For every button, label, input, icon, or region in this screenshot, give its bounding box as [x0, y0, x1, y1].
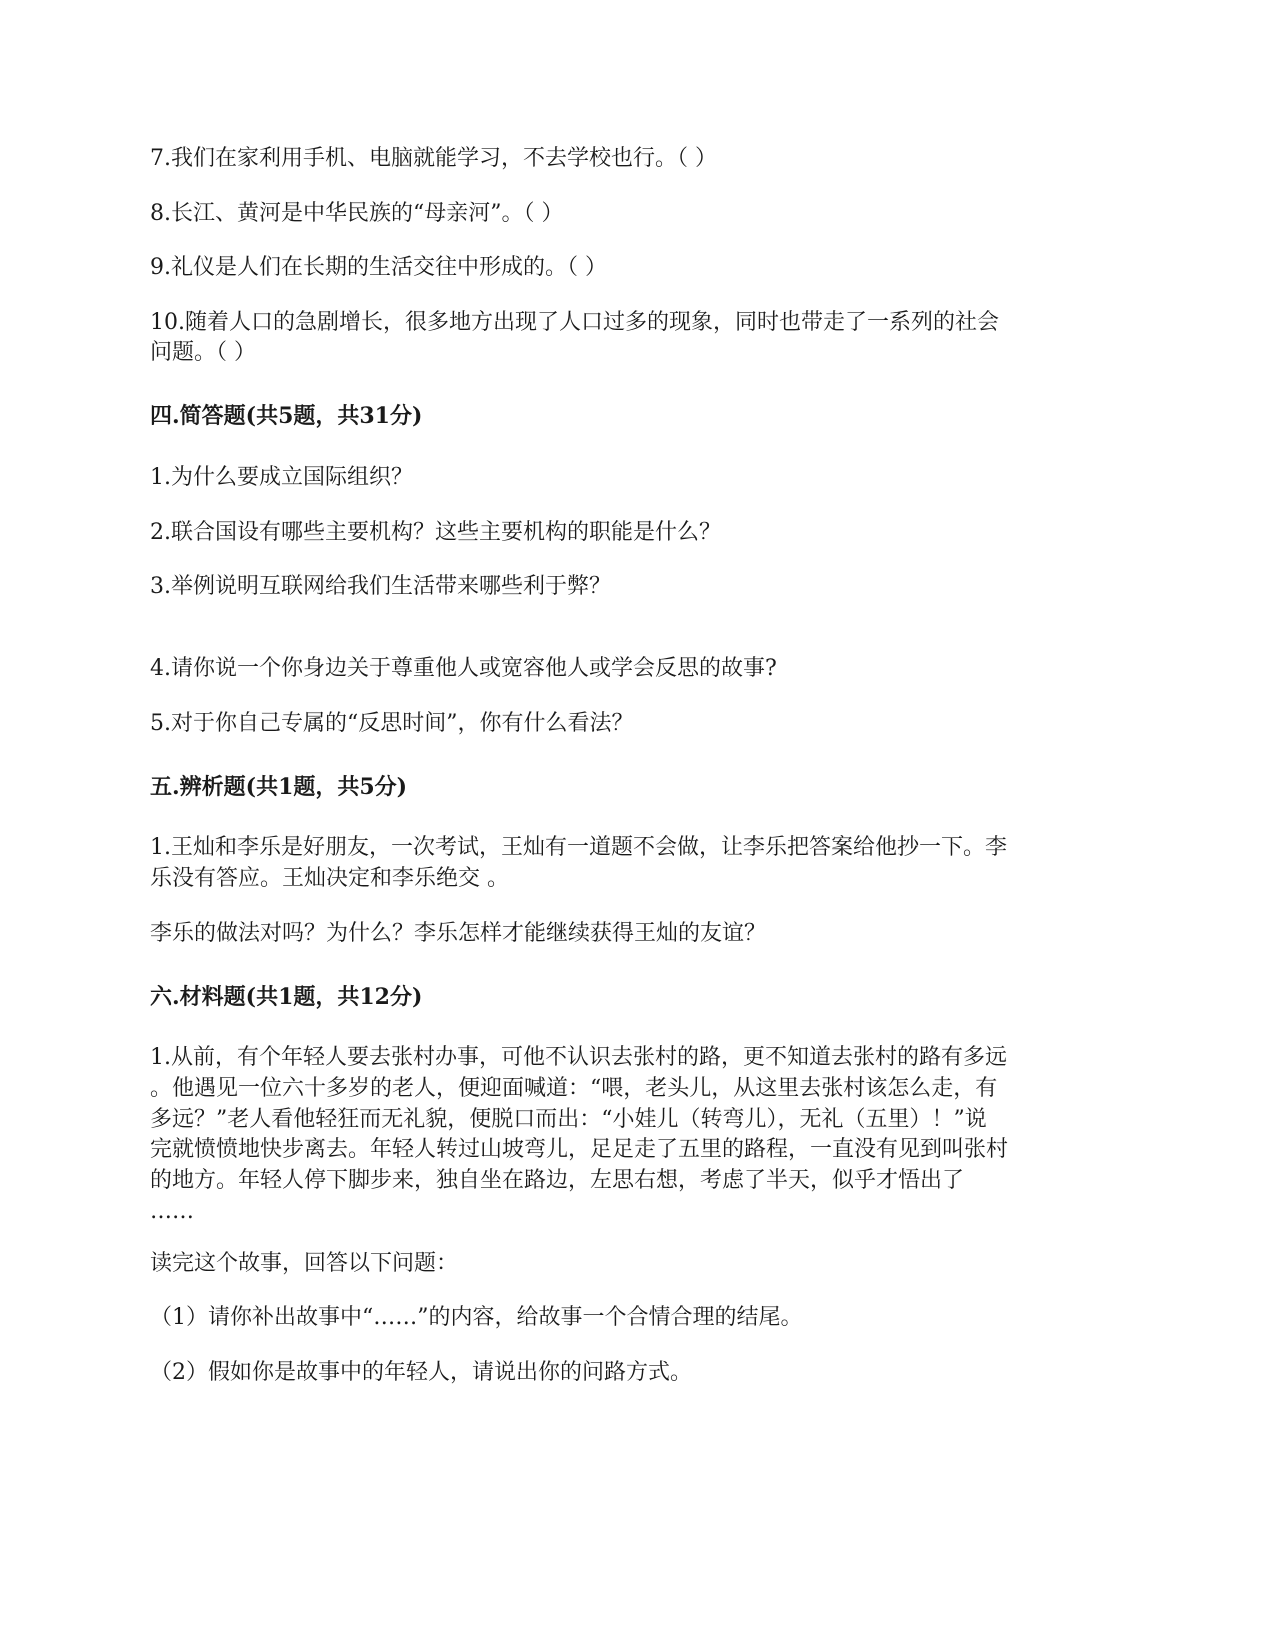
- judgement-item-10-line-2: 问题。（ ）: [150, 340, 256, 365]
- document-page: [150, 0, 1125, 1650]
- section-heading-material: 六.材料题(共1题，共12分): [150, 984, 423, 1010]
- material-question-2: （2）假如你是故事中的年轻人，请说出你的问路方式。: [150, 1360, 692, 1385]
- material-line-2: 。他遇见一位六十多岁的老人，便迎面喊道：“喂，老头儿，从这里去张村该怎么走，有: [150, 1076, 998, 1101]
- short-answer-item-5: 5.对于你自己专属的“反思时间”，你有什么看法？: [150, 711, 634, 736]
- judgement-item-10-line-1: 10.随着人口的急剧增长，很多地方出现了人口过多的现象，同时也带走了一系列的社会: [150, 310, 999, 335]
- judgement-item-9: 9.礼仪是人们在长期的生活交往中形成的。（ ）: [150, 255, 607, 280]
- short-answer-item-4: 4.请你说一个你身边关于尊重他人或宽容他人或学会反思的故事?: [150, 656, 777, 681]
- section-heading-analysis: 五.辨析题(共1题，共5分): [150, 774, 408, 800]
- analysis-question: 李乐的做法对吗？为什么？李乐怎样才能继续获得王灿的友谊？: [150, 921, 767, 946]
- analysis-line-1: 1.王灿和李乐是好朋友，一次考试，王灿有一道题不会做，让李乐把答案给他抄一下。李: [150, 835, 1007, 860]
- material-question-1: （1）请你补出故事中“……”的内容，给故事一个合情合理的结尾。: [150, 1305, 803, 1330]
- material-line-4: 完就愤愤地快步离去。年轻人转过山坡弯儿，足足走了五里的路程，一直没有见到叫张村: [150, 1137, 1009, 1162]
- judgement-item-7: 7.我们在家利用手机、电脑就能学习，不去学校也行。（ ）: [150, 146, 717, 171]
- short-answer-item-3: 3.举例说明互联网给我们生活带来哪些利于弊？: [150, 574, 611, 599]
- material-line-5: 的地方。年轻人停下脚步来，独自坐在路边，左思右想，考虑了半天，似乎才悟出了: [150, 1168, 965, 1193]
- analysis-line-2: 乐没有答应。王灿决定和李乐绝交 。: [150, 866, 509, 891]
- section-heading-short-answer: 四.简答题(共5题，共31分): [150, 403, 423, 429]
- short-answer-item-1: 1.为什么要成立国际组织？: [150, 465, 413, 490]
- short-answer-item-2: 2.联合国设有哪些主要机构？这些主要机构的职能是什么？: [150, 520, 721, 545]
- judgement-item-8: 8.长江、黄河是中华民族的“母亲河”。（ ）: [150, 201, 564, 226]
- material-line-3: 多远？”老人看他轻狂而无礼貌，便脱口而出：“小娃儿（转弯儿），无礼（五里）！”说: [150, 1107, 987, 1132]
- material-line-6: ……: [150, 1199, 194, 1224]
- material-instruction: 读完这个故事，回答以下问题：: [150, 1251, 459, 1276]
- material-line-1: 1.从前，有个年轻人要去张村办事，可他不认识去张村的路，更不知道去张村的路有多远: [150, 1045, 1007, 1070]
